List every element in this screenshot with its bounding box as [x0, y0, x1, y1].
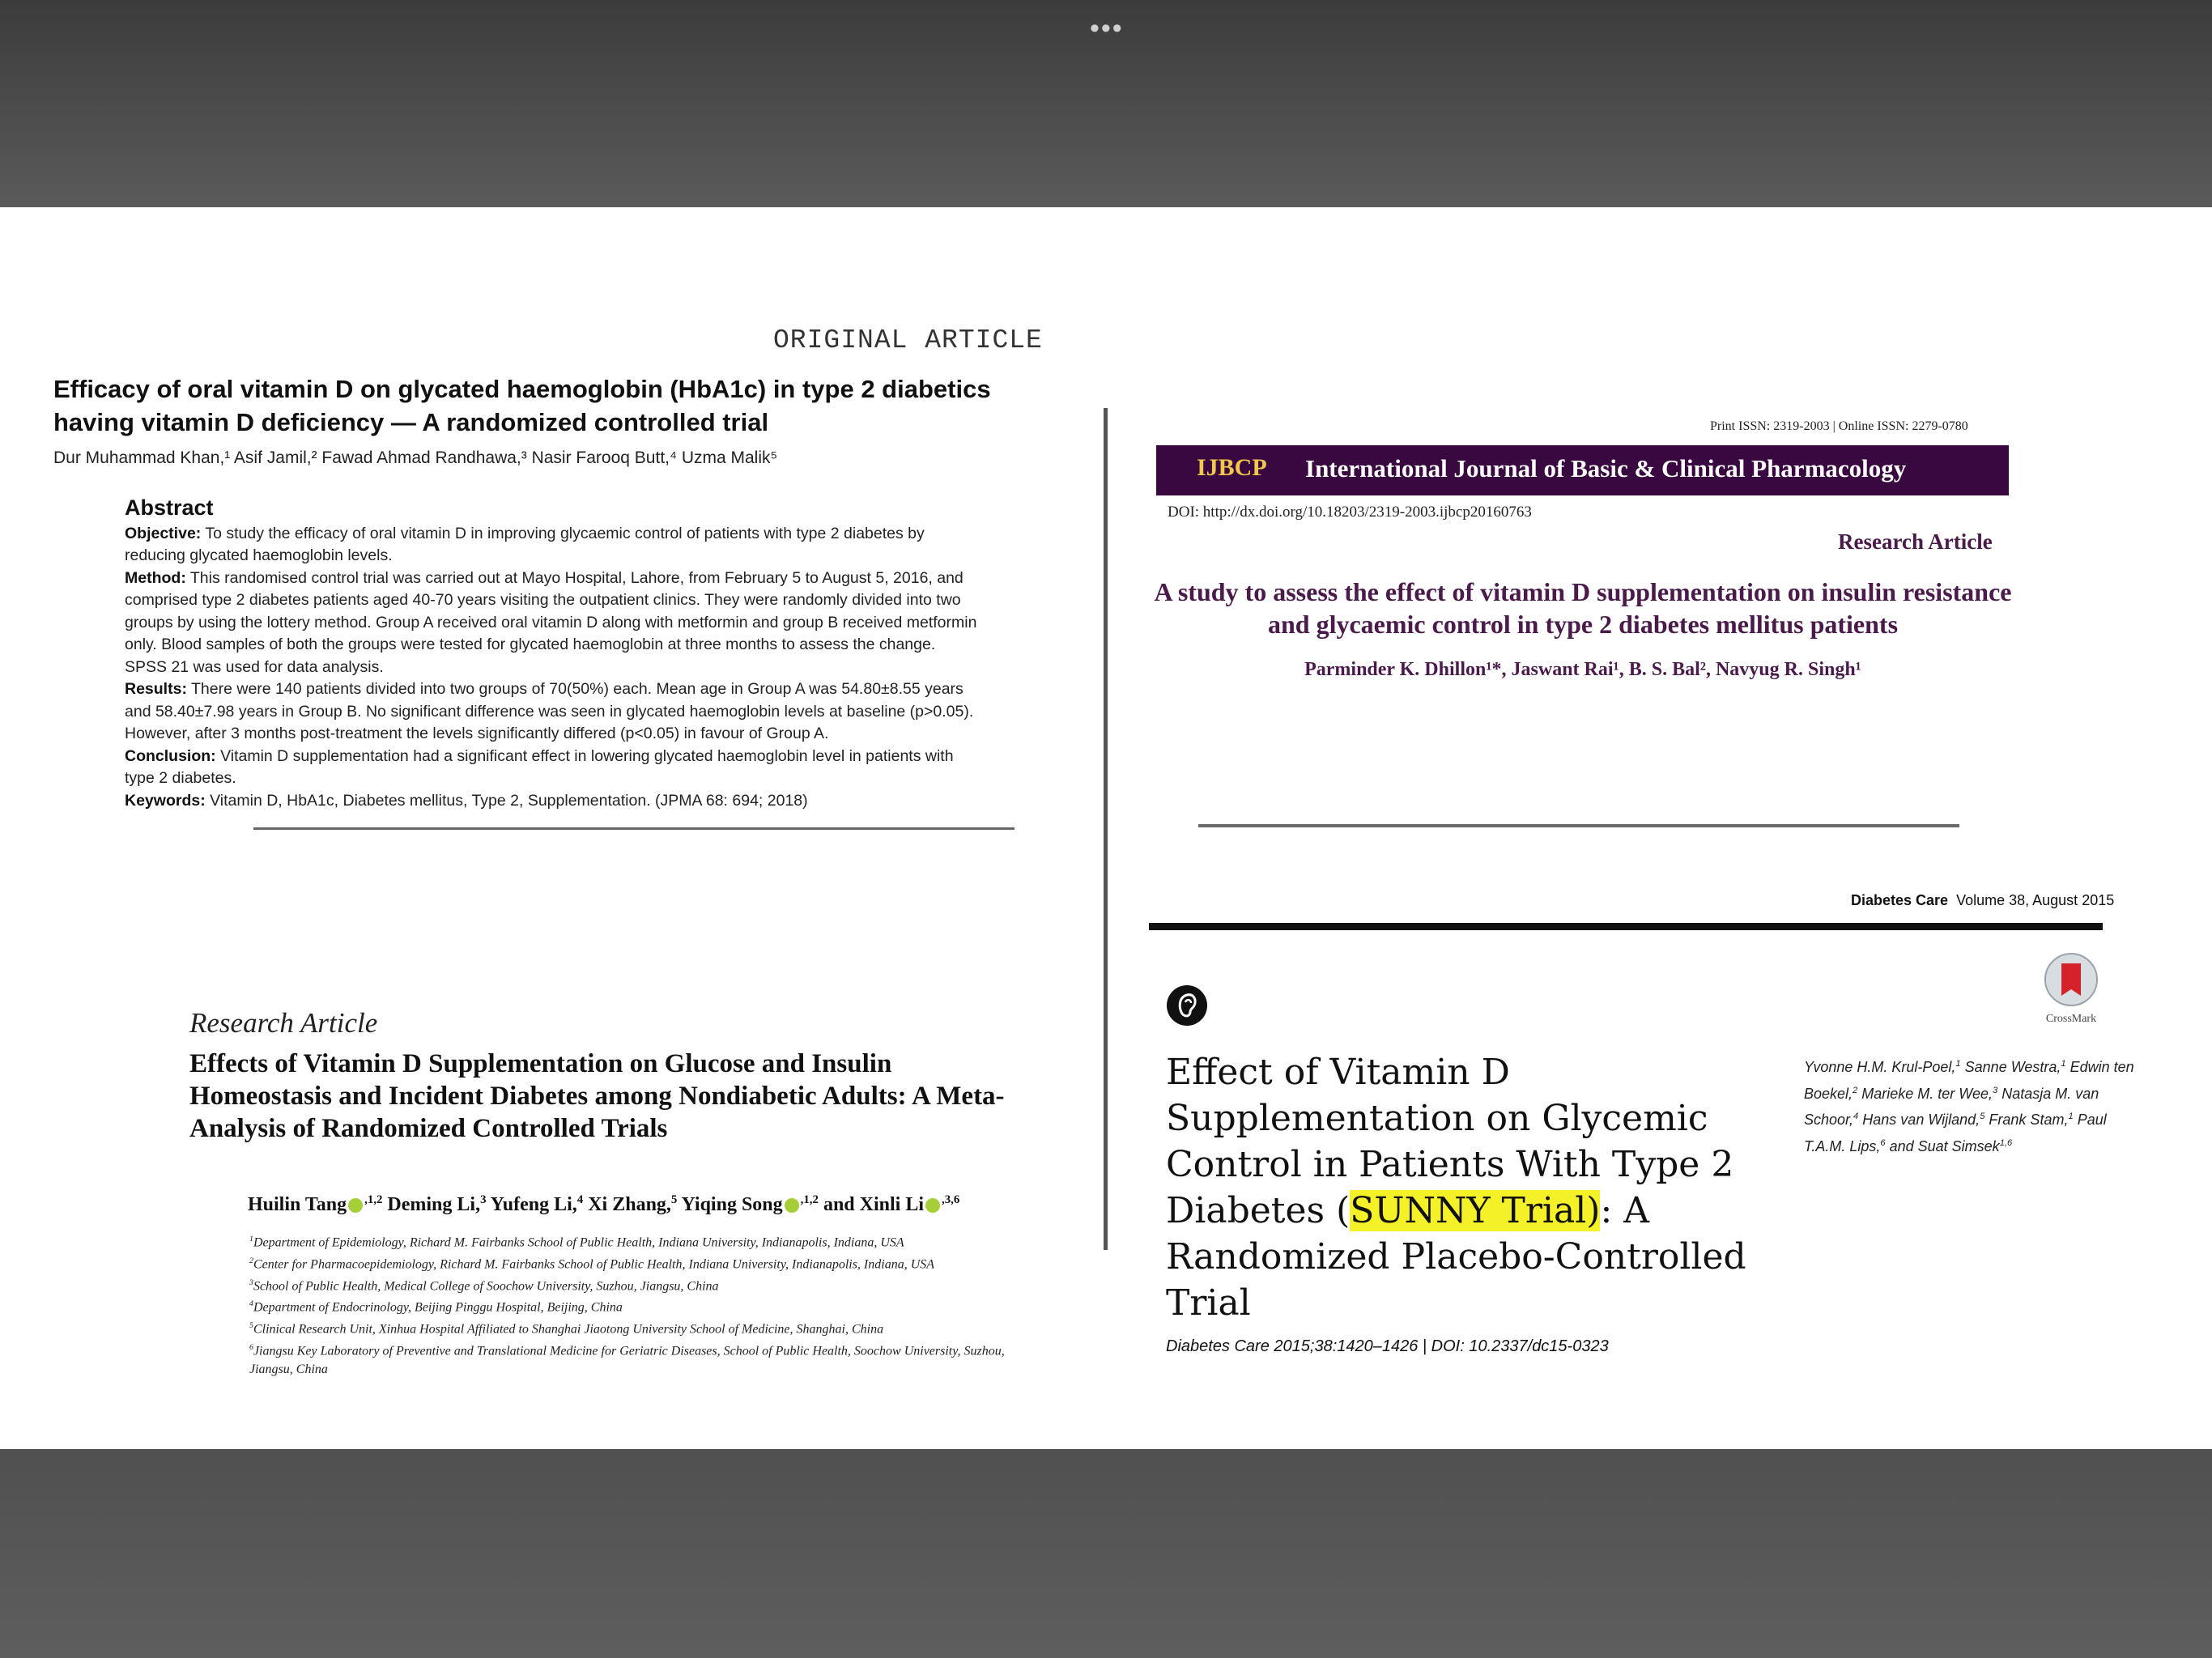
abstract	[125, 497, 981, 812]
article-title: Efficacy of oral vitamin D on glycated haemoglobin (HbA1c) in type 2 diabetics having vitamin D deficiency — A randomized controlled trial	[53, 375, 991, 436]
article-type: Research Article	[1838, 529, 1993, 554]
author-affiliation-number: 5	[1980, 1112, 1985, 1121]
abstract-label: Results:	[125, 680, 187, 698]
slide-canvas	[0, 207, 2212, 1449]
abstract-text: This randomised control trial was carried out at Mayo Hospital, Lahore, from February 5 to August 5, 2016, and comprised type 2 diabetes patients aged 40-70 years visiting the outpatient clinics. They were randomly divided into two groups by using the lottery method. Group A received oral vitamin D along with metformin and group B received metformin only. Blood samples of both the groups were tested for glycated haemoglobin at three months to assess the change. SPSS 21 was used for data analysis.	[125, 568, 977, 676]
author-name: Yufeng Li,	[490, 1194, 577, 1215]
crossmark-label: CrossMark	[2045, 1013, 2097, 1025]
journal-issue	[1851, 892, 2114, 909]
crossmark-icon[interactable]	[2040, 952, 2102, 1025]
author-affiliation-number: 3	[480, 1193, 487, 1206]
affiliation-text: Jiangsu Key Laboratory of Preventive and Translational Medicine for Geriatric Diseases, School of Public Health, Soochow University, Suzhou, Jiangsu, China	[249, 1344, 1005, 1376]
article-citation: Diabetes Care 2015;38:1420–1426 | DOI: 10.2337/dc15-0323	[1166, 1337, 1609, 1355]
orcid-icon	[785, 1198, 799, 1213]
article-authors	[248, 1193, 959, 1216]
affiliation-text: School of Public Health, Medical College of Soochow University, Suzhou, Jiangsu, China	[253, 1278, 719, 1293]
title-text: Effect of Vitamin D Supplementation on Glycemic Control in Patients With Type 2 Diabetes (	[1166, 1052, 1734, 1231]
affiliation-text: Department of Epidemiology, Richard M. Fairbanks School of Public Health, Indiana University, Indianapolis, Indiana, USA	[253, 1235, 904, 1250]
journal-volume: Volume 38, August 2015	[1956, 892, 2115, 908]
journal-abbreviation: IJBCP	[1197, 454, 1267, 481]
divider-line	[253, 827, 1015, 830]
affiliation-line	[249, 1252, 1043, 1274]
author-name: Edwin ten Boekel,	[1804, 1059, 2134, 1102]
abstract-method	[125, 568, 981, 679]
affiliation-text: Center for Pharmacoepidemiology, Richard M. Fairbanks School of Public Health, Indiana University, Indianapolis, Indiana, USA	[253, 1257, 935, 1272]
author-affiliation-number: 1	[2061, 1059, 2066, 1069]
affiliation-text: Clinical Research Unit, Xinhua Hospital Affiliated to Shanghai Jiaotong University School of Medicine, Shanghai, China	[253, 1322, 884, 1337]
article-authors: Parminder K. Dhillon¹*, Jaswant Rai¹, B. S. Bal², Navyug R. Singh¹	[1304, 659, 1861, 680]
author-affiliation-number: ,1,2	[364, 1193, 383, 1206]
orcid-icon	[348, 1198, 363, 1213]
affiliation-number: 3	[249, 1278, 253, 1287]
author-affiliation-number: 3	[1993, 1085, 1998, 1095]
author-name: Xi Zhang,	[588, 1194, 671, 1215]
article-title: A study to assess the effect of vitamin D supplementation on insulin resistance and glycaemic control in type 2 diabetes mellitus patients	[1154, 577, 2012, 639]
abstract-label: Conclusion:	[125, 746, 216, 765]
author-name: Frank Stam,	[1989, 1112, 2069, 1128]
journal-banner	[1156, 445, 2009, 495]
bottom-toolbar	[0, 1449, 2212, 1658]
more-options-icon[interactable]: •••	[1090, 13, 1124, 44]
affiliation-line	[249, 1274, 1043, 1296]
abstract-label: Keywords:	[125, 791, 206, 810]
author-affiliation-number: 1	[2068, 1112, 2074, 1121]
author-name: Marieke M. ter Wee,	[1861, 1085, 1993, 1102]
affiliation-number: 2	[249, 1256, 253, 1265]
author-name: and Suat Simsek	[1889, 1137, 2000, 1154]
abstract-results	[125, 678, 981, 746]
author-name: Yvonne H.M. Krul-Poel,	[1804, 1059, 1956, 1075]
author-affiliation-number: 5	[670, 1193, 678, 1206]
journal-name: Diabetes Care	[1851, 892, 1949, 908]
abstract-keywords	[125, 790, 981, 813]
divider-line	[1198, 824, 1959, 827]
author-name: Hans van Wijland,	[1862, 1112, 1980, 1128]
abstract-conclusion	[125, 746, 981, 790]
abstract-text: To study the efficacy of oral vitamin D in improving glycaemic control of patients with type 2 diabetes by reducing glycated haemoglobin levels.	[125, 524, 925, 564]
affiliation-text: Department of Endocrinology, Beijing Pinggu Hospital, Beijing, China	[253, 1300, 623, 1315]
affiliation-line	[249, 1231, 1043, 1252]
affiliation-number: 1	[249, 1235, 253, 1244]
author-name: and Xinli Li	[823, 1194, 925, 1215]
abstract-text: Vitamin D, HbA1c, Diabetes mellitus, Type 2, Supplementation. (JPMA 68: 694; 2018)	[205, 791, 808, 810]
affiliation-line	[249, 1317, 1043, 1339]
article-title	[1166, 1049, 1749, 1326]
author-name: Natasja M. van Schoor,	[1804, 1085, 2099, 1128]
affiliation-number: 4	[249, 1299, 253, 1309]
affiliation-number: 5	[249, 1321, 253, 1331]
abstract-label: Objective:	[125, 524, 202, 542]
author-affiliation-number: 2	[1853, 1085, 1858, 1095]
author-affiliation-number: 1	[1955, 1059, 1961, 1069]
open-access-ear-icon	[1166, 984, 1208, 1027]
article-type: Research Article	[189, 1007, 378, 1039]
author-name: Huilin Tang	[248, 1194, 347, 1215]
journal-issn: Print ISSN: 2319-2003 | Online ISSN: 2279-0780	[1710, 419, 1968, 433]
author-name: Yiqing Song	[681, 1194, 783, 1215]
author-affiliations	[249, 1231, 1043, 1379]
header-rule	[1149, 923, 2103, 930]
abstract-label: Method:	[125, 568, 186, 587]
affiliation-line	[249, 1339, 1043, 1379]
article-authors	[1804, 1052, 2144, 1158]
abstract-text: There were 140 patients divided into two groups of 70(50%) each. Mean age in Group A was 54.80±8.55 years and 58.40±7.98 years in Group B. No significant difference was seen in glycated haemoglobin levels at baseline (p>0.05). However, after 3 months post-treatment the levels significantly differed (p<0.05) in favour of Group A.	[125, 680, 974, 742]
affiliation-number: 6	[249, 1343, 253, 1353]
author-affiliation-number: 4	[576, 1193, 584, 1206]
author-affiliation-number: 1,6	[1999, 1137, 2013, 1148]
author-affiliation-number: 4	[1853, 1112, 1859, 1121]
abstract-text: Vitamin D supplementation had a significant effect in lowering glycated haemoglobin level in patients with type 2 diabetes.	[125, 746, 954, 787]
title-text: : A Randomized Placebo-Controlled Trial	[1166, 1190, 1746, 1324]
author-name: Paul T.A.M. Lips,	[1804, 1112, 2107, 1154]
article-authors: Dur Muhammad Khan,¹ Asif Jamil,² Fawad Ahmad Randhawa,³ Nasir Farooq Butt,⁴ Uzma Malik⁵	[53, 449, 778, 467]
vertical-divider	[1104, 408, 1108, 1250]
abstract-objective	[125, 523, 981, 568]
author-affiliation-number: ,1,2	[800, 1193, 819, 1206]
top-toolbar	[0, 0, 2212, 207]
journal-name: International Journal of Basic & Clinical Pharmacology	[1305, 454, 1907, 483]
article-kicker: ORIGINAL ARTICLE	[773, 325, 1043, 355]
article-title: Effects of Vitamin D Supplementation on Glucose and Insulin Homeostasis and Incident Diabetes among Nondiabetic Adults: A Meta-Analysis of Randomized Controlled Trials	[189, 1049, 1005, 1143]
abstract-heading: Abstract	[125, 495, 214, 520]
author-name: Deming Li,	[387, 1194, 481, 1215]
author-affiliation-number: 6	[1880, 1137, 1886, 1148]
author-name: Sanne Westra,	[1964, 1059, 2061, 1075]
affiliation-line	[249, 1295, 1043, 1317]
article-doi: DOI: http://dx.doi.org/10.18203/2319-2003.ijbcp20160763	[1168, 504, 1532, 521]
author-affiliation-number: ,3,6	[942, 1193, 960, 1206]
title-highlight: SUNNY Trial)	[1350, 1190, 1601, 1231]
orcid-icon	[925, 1198, 940, 1213]
